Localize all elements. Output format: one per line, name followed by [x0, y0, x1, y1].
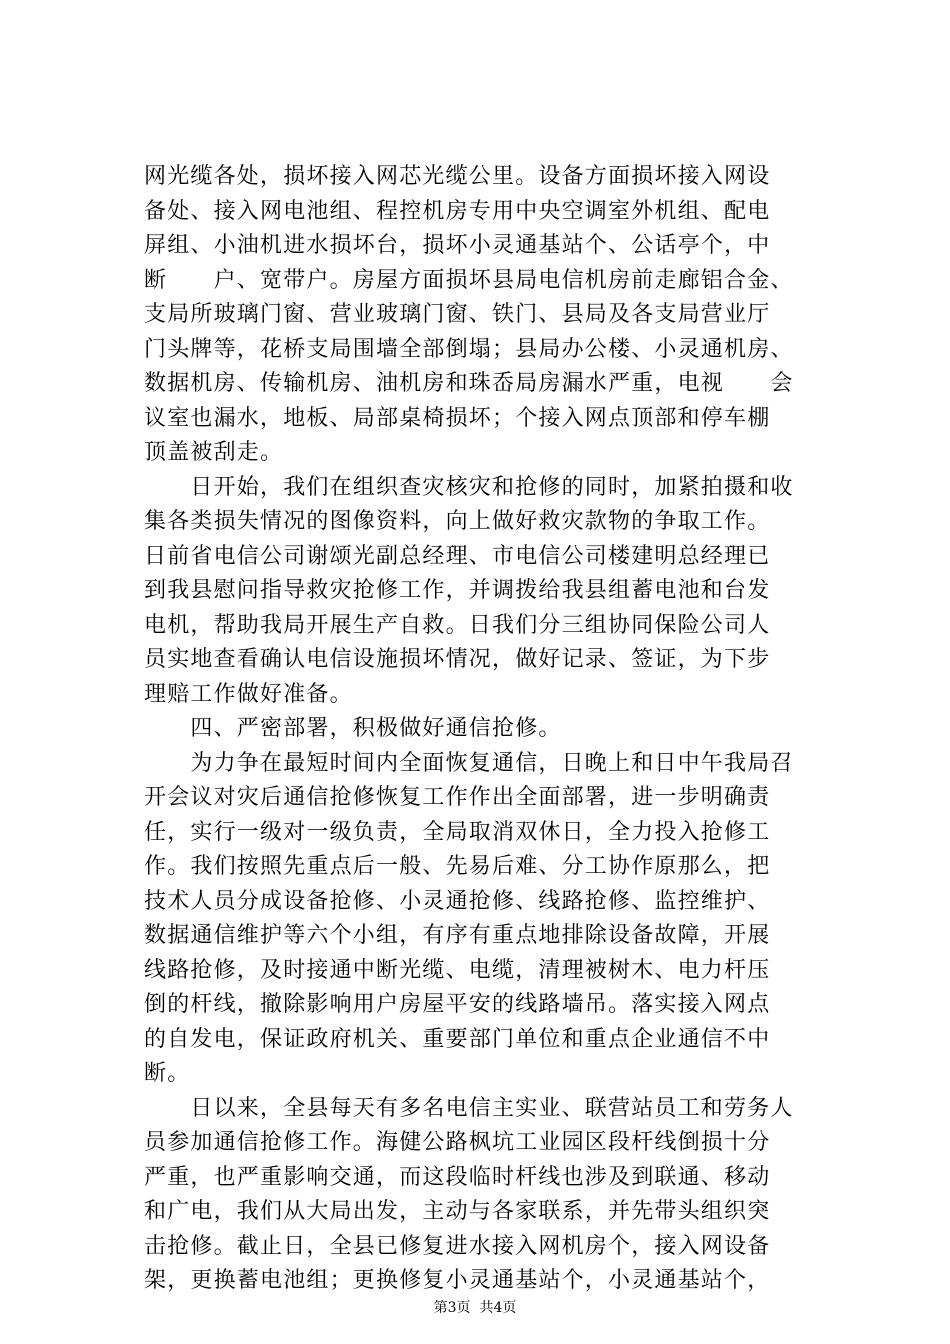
- section-heading: 四、严密部署，积极做好通信抢修。: [144, 716, 562, 741]
- page-number-footer: 第3页 共4页: [433, 1300, 517, 1316]
- text-line: 日开始，我们在组织查灾核灾和抢修的同时，加紧拍摄和收: [144, 474, 794, 500]
- text-line: 议室也漏水，地板、局部桌椅损坏；个接入网点顶部和停车棚: [144, 405, 771, 431]
- text-line: 任，实行一级对一级负责，全局取消双休日，全力投入抢修工: [144, 819, 771, 845]
- text-line: 门头牌等，花桥支局围墙全部倒塌；县局办公楼、小灵通机房、: [144, 336, 794, 362]
- text-line: 开会议对灾后通信抢修恢复工作作出全面部署，进一步明确责: [144, 785, 771, 810]
- document-body: [144, 160, 844, 1299]
- text-line: 断。: [144, 1061, 191, 1086]
- text-line: 技术人员分成设备抢修、小灵通抢修、线路抢修、监控维护、: [144, 888, 771, 914]
- text-line: 到我县慰问指导救灾抢修工作，并调拨给我县组蓄电池和台发: [144, 578, 771, 603]
- text-line: 的自发电，保证政府机关、重要部门单位和重点企业通信不中: [144, 1026, 771, 1052]
- text-line: 顶盖被刮走。: [144, 440, 284, 465]
- text-line: 击抢修。截止日，全县已修复进水接入网机房个，接入网设备: [144, 1233, 771, 1259]
- text-line: 作。我们按照先重点后一般、先易后难、分工协作原那么，把: [144, 854, 771, 879]
- text-line: 倒的杆线，撤除影响用户房屋平安的线路墙吊。落实接入网点: [144, 992, 771, 1017]
- text-line: 电机，帮助我局开展生产自救。日我们分三组协同保险公司人: [144, 612, 771, 638]
- text-line: 支局所玻璃门窗、营业玻璃门窗、铁门、县局及各支局营业厅: [144, 302, 771, 327]
- text-line: 理赔工作做好准备。: [144, 681, 353, 707]
- text-line: 和广电，我们从大局出发，主动与各家联系，并先带头组织突: [144, 1199, 771, 1224]
- text-line: 线路抢修，及时接通中断光缆、电缆，清理被树木、电力杆压: [144, 957, 771, 983]
- text-line: 日前省电信公司谢颂光副总经理、市电信公司楼建明总经理已: [144, 543, 771, 569]
- text-line: 数据通信维护等六个小组，有序有重点地排除设备故障，开展: [144, 923, 771, 948]
- text-line: 断 户、宽带户。房屋方面损坏县局电信机房前走廊铝合金、: [144, 267, 794, 293]
- text-line: 集各类损失情况的图像资料，向上做好救灾款物的争取工作。: [144, 509, 771, 534]
- text-line: 日以来，全县每天有多名电信主实业、联营站员工和劳务人: [144, 1095, 794, 1121]
- text-line: 架，更换蓄电池组；更换修复小灵通基站个，小灵通基站个，: [144, 1268, 771, 1293]
- text-line: 严重，也严重影响交通，而这段临时杆线也涉及到联通、移动: [144, 1164, 771, 1190]
- text-line: 网光缆各处，损坏接入网芯光缆公里。设备方面损坏接入网设: [144, 164, 771, 189]
- text-line: 为力争在最短时间内全面恢复通信，日晚上和日中午我局召: [144, 750, 794, 776]
- text-line: 员实地查看确认电信设施损坏情况，做好记录、签证，为下步: [144, 647, 771, 672]
- text-line: 员参加通信抢修工作。海健公路枫坑工业园区段杆线倒损十分: [144, 1130, 771, 1155]
- text-line: 备处、接入网电池组、程控机房专用中央空调室外机组、配电: [144, 198, 771, 224]
- text-line: 数据机房、传输机房、油机房和珠岙局房漏水严重，电视 会: [144, 371, 794, 396]
- text-line: 屏组、小油机进水损坏台，损坏小灵通基站个、公话亭个，中: [144, 233, 771, 258]
